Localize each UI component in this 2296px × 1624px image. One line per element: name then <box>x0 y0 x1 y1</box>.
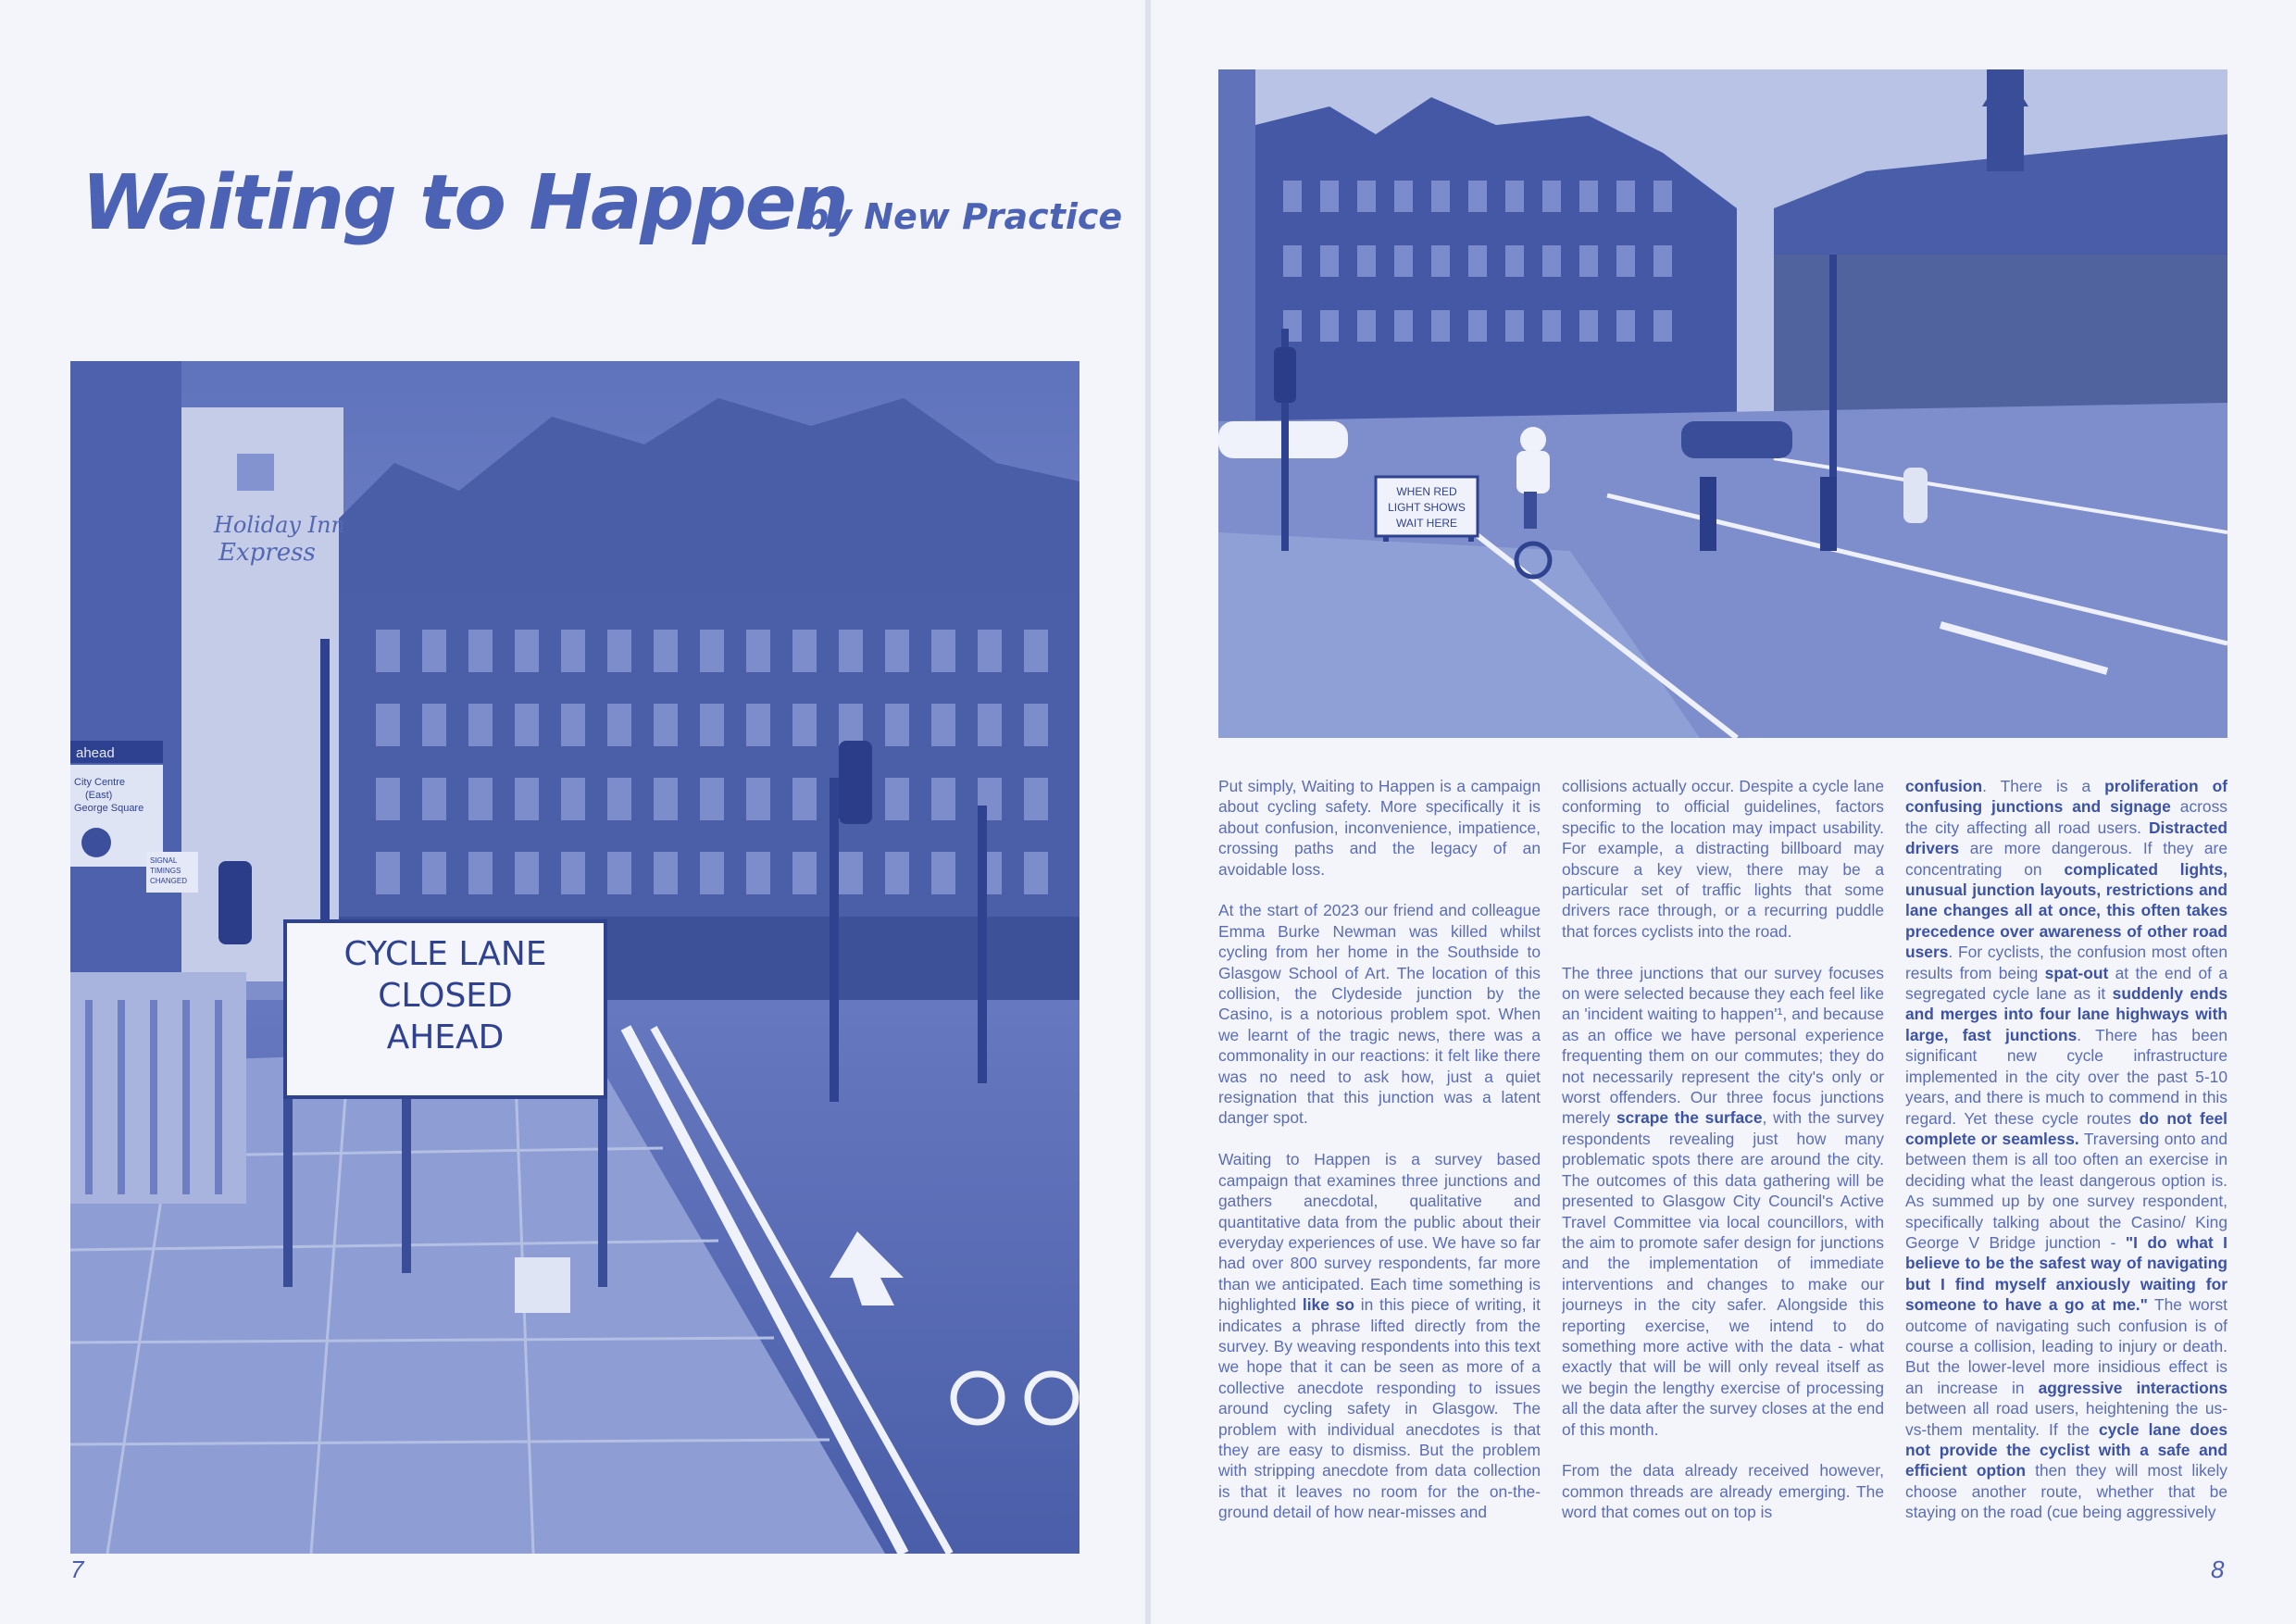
col3-paragraph-1: confusion. There is a proliferation of confusing junctions and signage across the city affecting all road users. Distracted drivers are more dangerous. If they are concentrating on complicated lights, unusual junction layouts, restrictions and lane changes all at once, this often takes precedence over awareness of other road users. For cyclists, the confusion most often results from being spat-out at the end of a segregated cycle lane as it suddenly ends and merges into four lane highways with large, fast junctions. There has been significant new cycle infrastructure implemented in the city over the past 5-10 years, and there is much to commend in this regard. Yet these cycle routes do not feel complete or seamless. Traversing onto and between them is all too often an exercise in deciding what the least dangerous option is. As summed up by one survey respondent, specifically talking about the Casino/ King George V Bridge junction - "I do what I believe to be the safest way of navigating but I find myself anxiously waiting for someone to have a go at me." The worst outcome of navigating such confusion is of course a collision, leading to injury or death. But the lower-level more insidious effect is an increase in aggressive interactions between all road users, heightening the us-vs-them mentality. If the cycle lane does not provide the cyclist with a safe and efficient option then they will most likely choose another route, whether that be staying on the road (cue being aggressively <box>1905 777 2227 1522</box>
junction-cyclist-photo <box>1218 69 2227 738</box>
cycle-lane-closed-illustration <box>70 361 1079 1554</box>
direction-sign-city: City Centre <box>74 777 126 788</box>
hotel-logo-line1: Holiday Inn <box>214 512 345 538</box>
col2-paragraph-2: The three junctions that our survey focuses on were selected because they each feel like an 'incident waiting to happen'¹, and because as an office we have personal experience frequenting them on our commutes; they do not necessarily represent the city's only or worst offenders. Our three focus junctions merely scrape the surface, with the survey respondents revealing just how many problematic spots there are around the city. The outcomes of this data gathering will be presented to Glasgow City Council's Active Travel Committee via local councillors, with the aim to promote safer design for junctions and the implementation of immediate interventions and changes to make our journeys in the city safer. Alongside this reporting exercise, we intend to do something more active with the data - what exactly that will be will only reveal itself as we begin the lengthy exercise of processing all the data after the survey closes at the end of this month. <box>1562 963 1884 1439</box>
signal-sign-line2: TIMINGS <box>150 867 181 875</box>
wait-sign-line3: WAIT HERE <box>1395 517 1458 530</box>
wait-sign-line2: LIGHT SHOWS <box>1388 501 1466 514</box>
col2-paragraph-3: From the data already received however, common threads are already emerging. The word that comes out on top is <box>1562 1461 1884 1522</box>
direction-sign-square: George Square <box>74 803 144 814</box>
body-column-3 <box>1905 776 2227 1554</box>
hotel-logo-line2: Express <box>218 539 316 567</box>
cycle-sign-line3: AHEAD <box>386 1018 505 1056</box>
article-title: Waiting to Happen <box>81 159 847 247</box>
highlight-phrase: scrape the surface <box>1616 1108 1763 1128</box>
page-number-right: 8 <box>2211 1555 2225 1583</box>
direction-sign-east: (East) <box>85 790 113 801</box>
col2-paragraph-1: collisions actually occur. Despite a cycle lane conforming to official guidelines, factors specific to the location may impact usability. For example, a distracting billboard may obscure a key view, there may be a particular set of traffic lights that some drivers race through, or a recurring puddle that forces cyclists into the road. <box>1562 777 1884 941</box>
body-column-2 <box>1562 776 1884 1554</box>
wait-sign-line1: WHEN RED <box>1396 485 1457 498</box>
col1-paragraph-2: At the start of 2023 our friend and colleague Emma Burke Newman was killed whilst cycling from her home in the Southside to Glasgow School of Art. The location of this collision, the Clydeside junction by the Casino, is a notorious problem spot. When we learnt of the tragic news, there was a commonality in our reactions: it felt like there was no need to ask how, just a quiet resignation that this junction was a latent danger spot. <box>1218 901 1541 1128</box>
signal-sign-line1: SIGNAL <box>150 856 178 865</box>
cycle-sign-line2: CLOSED <box>378 977 513 1015</box>
survey-quote: "I do what I believe to be the safest way of navigating but I find myself anxiously waiting for someone to have a go at me." <box>1905 1232 2227 1315</box>
signal-sign-line3: CHANGED <box>150 877 188 885</box>
col1-paragraph-3: Waiting to Happen is a survey based campaign that examines three junctions and gathers anecdotal, qualitative and quantitative data from the public about their everyday experiences of use. We have so far had over 800 survey respondents, far more than we anticipated. Each time something is highlighted like so in this piece of writing, it indicates a phrase lifted directly from the survey. By weaving respondents into this text we hope that it can be seen as more of a collective anecdote responding to issues around cycling safety in Glasgow. The problem with individual anecdotes is that they are easy to dismiss. But the problem with stripping anecdote from data collection is that it leaves no room for the on-the-ground detail of how near-misses and <box>1218 1150 1541 1522</box>
body-column-1 <box>1218 776 1541 1554</box>
highlight-phrase: like so <box>1302 1295 1354 1315</box>
article-byline: by New Practice <box>804 196 1123 237</box>
spine-gutter <box>1145 0 1151 1624</box>
junction-cyclist-illustration <box>1218 69 2227 738</box>
direction-sign-ahead: ahead <box>76 745 115 761</box>
cycle-lane-closed-photo <box>70 361 1079 1554</box>
cycle-sign-line1: CYCLE LANE <box>343 935 547 973</box>
col1-paragraph-1: Put simply, Waiting to Happen is a campaign about cycling safety. More specifically it is about confusion, inconvenience, impatience, crossing paths and the legacy of an avoidable loss. <box>1218 777 1541 879</box>
page-number-left: 7 <box>70 1555 84 1583</box>
